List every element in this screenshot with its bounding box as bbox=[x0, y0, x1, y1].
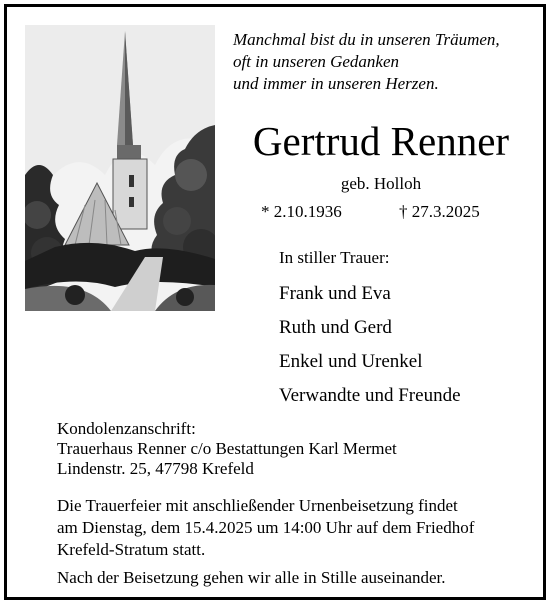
condolence-address bbox=[57, 419, 397, 479]
birth-date: * 2.10.1936 bbox=[261, 202, 342, 221]
maiden-name: geb. Holloh bbox=[340, 174, 422, 193]
mourners-intro: In stiller Trauer: bbox=[279, 248, 390, 267]
condolence-line: Trauerhaus Renner c/o Bestattungen Karl Mermet bbox=[57, 439, 397, 458]
funeral-service-info bbox=[57, 495, 474, 561]
deceased-name: Gertrud Renner bbox=[252, 118, 510, 164]
poem-line: Manchmal bist du in unseren Träumen, bbox=[233, 30, 500, 49]
poem-line: oft in unseren Gedanken bbox=[233, 52, 400, 71]
mourner-entry: Verwandte und Freunde bbox=[279, 385, 461, 406]
death-date: † 27.3.2025 bbox=[399, 202, 480, 221]
obituary-frame bbox=[4, 4, 546, 600]
service-line: Die Trauerfeier mit anschließender Urnenbeisetzung findet bbox=[57, 496, 458, 515]
mourner-entry: Frank und Eva bbox=[279, 283, 391, 304]
poem bbox=[233, 29, 533, 95]
closing-note: Nach der Beisetzung gehen wir alle in Stille auseinander. bbox=[57, 568, 446, 587]
church-illustration bbox=[25, 25, 215, 311]
poem-line: und immer in unseren Herzen. bbox=[233, 74, 439, 93]
mourner-entry: Ruth und Gerd bbox=[279, 317, 392, 338]
service-line: Krefeld-Stratum statt. bbox=[57, 540, 206, 559]
mourner-entry: Enkel und Urenkel bbox=[279, 351, 423, 372]
church-drawing bbox=[25, 25, 215, 311]
condolence-line: Lindenstr. 25, 47798 Krefeld bbox=[57, 459, 254, 478]
condolence-line: Kondolenzanschrift: bbox=[57, 419, 196, 438]
service-line: am Dienstag, dem 15.4.2025 um 14:00 Uhr auf dem Friedhof bbox=[57, 518, 475, 537]
mourners-list bbox=[279, 277, 461, 413]
